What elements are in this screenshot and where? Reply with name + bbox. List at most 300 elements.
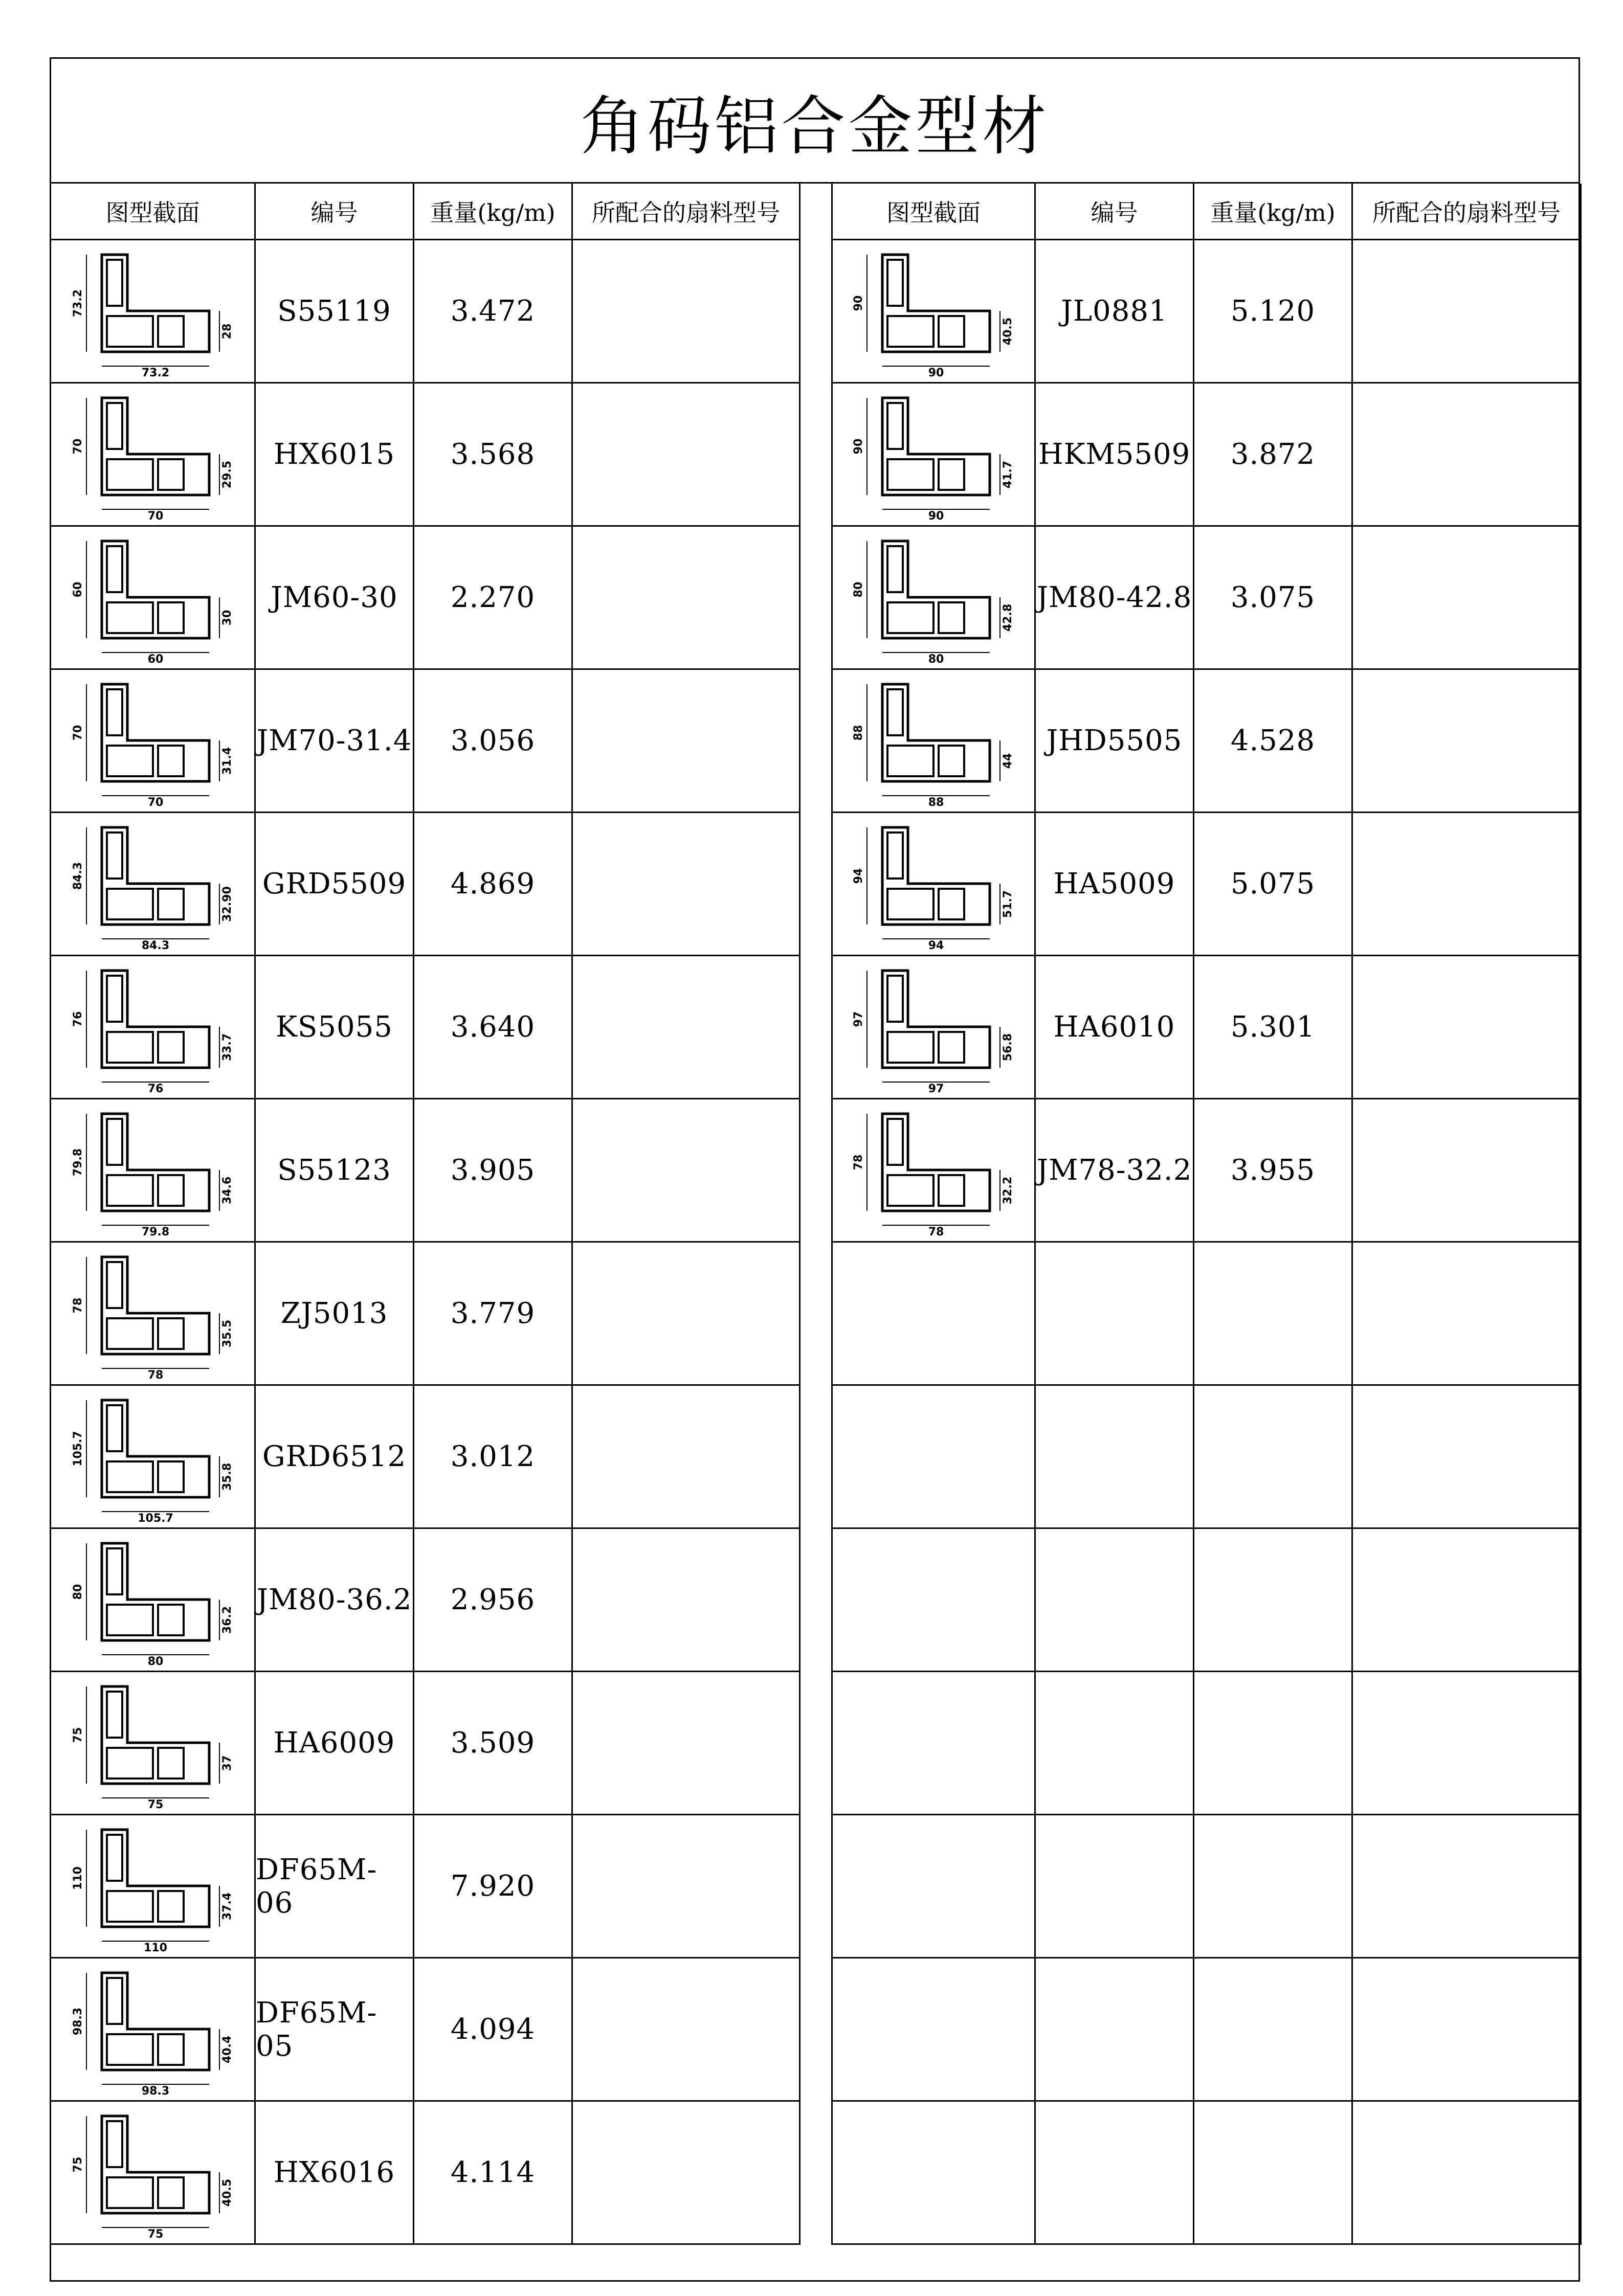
table-row <box>831 956 1582 1099</box>
section-image-cell <box>51 384 256 527</box>
corner-profile-icon <box>56 244 250 378</box>
section-image-cell <box>831 670 1036 813</box>
height-dimension-label: 79.8 <box>71 1148 84 1176</box>
profile-chamber <box>107 1978 122 2024</box>
thickness-dimension-label: 40.4 <box>220 2035 234 2063</box>
thickness-dimension-label: 40.5 <box>220 2178 234 2207</box>
corner-profile-icon <box>836 388 1031 522</box>
header-section-image: 图型截面 <box>51 184 256 240</box>
profile-chamber <box>107 1692 122 1738</box>
profile-chamber <box>107 1835 122 1881</box>
width-dimension-label: 75 <box>147 2227 163 2240</box>
profile-chamber <box>158 1748 184 1779</box>
table-row <box>51 1672 801 1815</box>
profile-chamber <box>158 1318 184 1349</box>
table-row <box>831 1672 1582 1815</box>
matching-sash-cell <box>1353 527 1582 670</box>
profile-outline <box>102 827 209 925</box>
page-title: 角码铝合金型材 <box>51 59 1578 184</box>
thickness-dimension-label: 32.90 <box>220 886 234 922</box>
profile-chamber <box>887 1175 933 1206</box>
width-dimension-label: 70 <box>147 796 163 808</box>
height-dimension-label: 98.3 <box>71 2007 84 2035</box>
height-dimension-label: 75 <box>71 1727 84 1743</box>
profile-chamber <box>158 2177 184 2208</box>
section-image-cell <box>51 1243 256 1386</box>
height-dimension-label: 73.2 <box>71 289 84 317</box>
thickness-dimension-label: 31.4 <box>220 747 234 775</box>
thickness-dimension-label: 33.7 <box>220 1033 234 1061</box>
profile-chamber <box>107 1748 153 1779</box>
weight-cell: 3.056 <box>414 670 573 813</box>
profile-outline <box>882 541 990 638</box>
code-cell <box>1036 1959 1194 2102</box>
table-row <box>51 1815 801 1959</box>
right-header-row <box>831 184 1582 240</box>
profile-chamber <box>887 889 933 919</box>
thickness-dimension-label: 41.7 <box>1002 460 1014 488</box>
thickness-dimension-label: 37 <box>220 1755 234 1771</box>
width-dimension-label: 88 <box>928 796 944 808</box>
code-cell: DF65M-06 <box>256 1815 414 1959</box>
height-dimension-label: 94 <box>852 868 865 884</box>
weight-cell: 3.640 <box>414 956 573 1099</box>
corner-profile-icon <box>56 960 250 1094</box>
profile-chamber <box>939 889 964 919</box>
weight-cell <box>1194 1959 1353 2102</box>
profile-chamber <box>158 1605 184 1635</box>
section-image-cell <box>51 1815 256 1959</box>
table-row <box>831 1386 1582 1529</box>
thickness-dimension-label: 35.5 <box>220 1319 234 1347</box>
code-cell: HX6015 <box>256 384 414 527</box>
profile-chamber <box>107 602 153 633</box>
profile-chamber <box>939 316 964 347</box>
code-cell <box>1036 2102 1194 2245</box>
weight-cell: 5.120 <box>1194 240 1353 384</box>
profile-outline <box>102 2116 209 2213</box>
code-cell: JHD5505 <box>1036 670 1194 813</box>
profile-outline <box>102 541 209 638</box>
corner-profile-icon <box>836 674 1031 808</box>
corner-profile-icon <box>836 1104 1031 1237</box>
header-weight: 重量(kg/m) <box>414 184 573 240</box>
corner-profile-icon <box>56 1390 250 1524</box>
thickness-dimension-label: 34.6 <box>220 1176 234 1204</box>
code-cell <box>1036 1672 1194 1815</box>
corner-profile-icon <box>836 244 1031 378</box>
width-dimension-label: 80 <box>147 1655 163 1667</box>
profile-outline <box>882 684 990 781</box>
profile-chamber <box>158 1032 184 1063</box>
height-dimension-label: 78 <box>852 1154 865 1170</box>
section-image-cell <box>831 1099 1036 1243</box>
weight-cell: 3.905 <box>414 1099 573 1243</box>
profile-chamber <box>107 1461 153 1492</box>
profile-chamber <box>107 316 153 347</box>
profile-chamber <box>107 459 153 490</box>
width-dimension-label: 94 <box>928 939 944 951</box>
code-cell: ZJ5013 <box>256 1243 414 1386</box>
thickness-dimension-label: 44 <box>1002 753 1014 769</box>
profile-chamber <box>107 1119 122 1165</box>
profile-chamber <box>107 260 122 306</box>
profile-chamber <box>887 689 903 735</box>
code-cell: S55123 <box>256 1099 414 1243</box>
left-header-row <box>51 184 801 240</box>
table-row <box>51 240 801 384</box>
profile-chamber <box>107 889 153 919</box>
corner-profile-icon <box>56 817 250 951</box>
section-image-cell <box>831 1959 1036 2102</box>
section-image-cell <box>51 1529 256 1672</box>
matching-sash-cell <box>1353 384 1582 527</box>
height-dimension-label: 105.7 <box>71 1430 84 1467</box>
code-cell: GRD6512 <box>256 1386 414 1529</box>
profile-chamber <box>107 546 122 592</box>
matching-sash-cell <box>1353 670 1582 813</box>
thickness-dimension-label: 56.8 <box>1002 1033 1014 1061</box>
matching-sash-cell <box>1353 240 1582 384</box>
table-row <box>51 813 801 956</box>
profile-outline <box>882 398 990 495</box>
profile-chamber <box>887 746 933 776</box>
matching-sash-cell <box>573 527 801 670</box>
profile-outline <box>102 971 209 1068</box>
matching-sash-cell <box>1353 1529 1582 1672</box>
table-row <box>831 1815 1582 1959</box>
section-image-cell <box>831 813 1036 956</box>
height-dimension-label: 80 <box>852 581 865 597</box>
table-row <box>831 1243 1582 1386</box>
matching-sash-cell <box>1353 1243 1582 1386</box>
corner-profile-icon <box>56 388 250 522</box>
profile-chamber <box>887 602 933 633</box>
matching-sash-cell <box>573 1243 801 1386</box>
corner-profile-icon <box>836 960 1031 1094</box>
profile-chamber <box>107 2177 153 2208</box>
corner-profile-icon <box>56 1533 250 1667</box>
table-row <box>831 384 1582 527</box>
code-cell: S55119 <box>256 240 414 384</box>
profile-chamber <box>158 602 184 633</box>
width-dimension-label: 70 <box>147 509 163 522</box>
width-dimension-label: 98.3 <box>141 2084 169 2097</box>
matching-sash-cell <box>573 1386 801 1529</box>
code-cell: JM60-30 <box>256 527 414 670</box>
code-cell: HA6009 <box>256 1672 414 1815</box>
header-code: 编号 <box>1036 184 1194 240</box>
thickness-dimension-label: 35.8 <box>220 1462 234 1491</box>
table-row <box>51 384 801 527</box>
table-row <box>51 670 801 813</box>
height-dimension-label: 70 <box>71 438 84 454</box>
table-row <box>831 670 1582 813</box>
matching-sash-cell <box>573 670 801 813</box>
width-dimension-label: 79.8 <box>141 1225 169 1237</box>
code-cell: JL0881 <box>1036 240 1194 384</box>
matching-sash-cell <box>573 956 801 1099</box>
width-dimension-label: 84.3 <box>141 939 169 951</box>
height-dimension-label: 88 <box>852 725 865 740</box>
corner-profile-icon <box>56 1104 250 1237</box>
code-cell: JM70-31.4 <box>256 670 414 813</box>
code-cell: HA5009 <box>1036 813 1194 956</box>
width-dimension-label: 90 <box>928 366 944 378</box>
weight-cell: 4.869 <box>414 813 573 956</box>
height-dimension-label: 90 <box>852 295 865 311</box>
profile-outline <box>102 684 209 781</box>
matching-sash-cell <box>1353 1672 1582 1815</box>
profile-outline <box>882 827 990 925</box>
code-cell <box>1036 1386 1194 1529</box>
section-image-cell <box>831 1815 1036 1959</box>
profile-chamber <box>158 889 184 919</box>
height-dimension-label: 70 <box>71 725 84 740</box>
profile-chamber <box>107 1318 153 1349</box>
code-cell: HA6010 <box>1036 956 1194 1099</box>
width-dimension-label: 76 <box>147 1082 163 1094</box>
profile-chamber <box>158 2034 184 2065</box>
matching-sash-cell <box>573 240 801 384</box>
section-image-cell <box>51 1959 256 2102</box>
weight-cell: 3.568 <box>414 384 573 527</box>
section-image-cell <box>831 956 1036 1099</box>
table-row <box>51 1959 801 2102</box>
height-dimension-label: 60 <box>71 581 84 597</box>
weight-cell: 3.955 <box>1194 1099 1353 1243</box>
code-cell <box>1036 1529 1194 1672</box>
profile-outline <box>102 1257 209 1354</box>
header-weight: 重量(kg/m) <box>1194 184 1353 240</box>
height-dimension-label: 78 <box>71 1297 84 1313</box>
profile-outline <box>102 255 209 352</box>
table-row <box>51 2102 801 2245</box>
matching-sash-cell <box>573 2102 801 2245</box>
thickness-dimension-label: 40.5 <box>1002 317 1014 345</box>
weight-cell: 3.472 <box>414 240 573 384</box>
profile-chamber <box>887 260 903 306</box>
section-image-cell <box>51 1386 256 1529</box>
section-image-cell <box>51 1672 256 1815</box>
matching-sash-cell <box>573 813 801 956</box>
profile-chamber <box>107 1891 153 1922</box>
height-dimension-label: 97 <box>852 1011 865 1027</box>
weight-cell <box>1194 2102 1353 2245</box>
code-cell: JM80-42.8 <box>1036 527 1194 670</box>
table-row <box>831 1099 1582 1243</box>
profile-chamber <box>107 1032 153 1063</box>
profile-chamber <box>107 1548 122 1594</box>
header-matching-sash: 所配合的扇料型号 <box>1353 184 1582 240</box>
weight-cell: 4.094 <box>414 1959 573 2102</box>
height-dimension-label: 84.3 <box>71 862 84 890</box>
section-image-cell <box>51 670 256 813</box>
corner-profile-icon <box>56 531 250 665</box>
width-dimension-label: 110 <box>143 1941 167 1953</box>
corner-profile-icon <box>56 674 250 808</box>
header-section-image: 图型截面 <box>831 184 1036 240</box>
section-image-cell <box>51 813 256 956</box>
profile-chamber <box>887 459 933 490</box>
matching-sash-cell <box>573 1959 801 2102</box>
section-image-cell <box>831 384 1036 527</box>
weight-cell: 3.779 <box>414 1243 573 1386</box>
matching-sash-cell <box>1353 2102 1582 2245</box>
section-image-cell <box>51 240 256 384</box>
table-row <box>51 1099 801 1243</box>
matching-sash-cell <box>573 1672 801 1815</box>
thickness-dimension-label: 30 <box>220 610 234 625</box>
weight-cell: 3.012 <box>414 1386 573 1529</box>
thickness-dimension-label: 51.7 <box>1002 890 1014 918</box>
profile-chamber <box>107 1605 153 1635</box>
table-row <box>51 1529 801 1672</box>
weight-cell: 2.956 <box>414 1529 573 1672</box>
weight-cell <box>1194 1529 1353 1672</box>
table-row <box>831 2102 1582 2245</box>
thickness-dimension-label: 37.4 <box>220 1892 234 1920</box>
corner-profile-icon <box>56 2106 250 2240</box>
profile-chamber <box>887 832 903 879</box>
thickness-dimension-label: 42.8 <box>1002 603 1014 632</box>
matching-sash-cell <box>573 1815 801 1959</box>
table-row <box>831 1529 1582 1672</box>
code-cell <box>1036 1243 1194 1386</box>
header-code: 编号 <box>256 184 414 240</box>
code-cell: HX6016 <box>256 2102 414 2245</box>
profile-chamber <box>939 459 964 490</box>
profile-chamber <box>158 1175 184 1206</box>
matching-sash-cell <box>1353 956 1582 1099</box>
height-dimension-label: 90 <box>852 438 865 454</box>
profile-chamber <box>939 746 964 776</box>
weight-cell: 2.270 <box>414 527 573 670</box>
width-dimension-label: 75 <box>147 1798 163 1810</box>
weight-cell <box>1194 1815 1353 1959</box>
code-cell: HKM5509 <box>1036 384 1194 527</box>
weight-cell <box>1194 1672 1353 1815</box>
table-row <box>51 956 801 1099</box>
profile-chamber <box>887 316 933 347</box>
profile-sheet <box>50 57 1580 2282</box>
weight-cell: 3.075 <box>1194 527 1353 670</box>
section-image-cell <box>831 2102 1036 2245</box>
section-image-cell <box>831 240 1036 384</box>
table-row <box>831 527 1582 670</box>
profile-chamber <box>107 976 122 1022</box>
section-image-cell <box>831 1243 1036 1386</box>
width-dimension-label: 105.7 <box>137 1512 173 1524</box>
profile-chamber <box>107 1262 122 1308</box>
table-row <box>831 240 1582 384</box>
corner-profile-icon <box>56 1676 250 1810</box>
table-row <box>51 1386 801 1529</box>
weight-cell: 4.528 <box>1194 670 1353 813</box>
profile-chamber <box>158 459 184 490</box>
profile-chamber <box>107 1175 153 1206</box>
height-dimension-label: 76 <box>71 1011 84 1027</box>
matching-sash-cell <box>1353 1099 1582 1243</box>
height-dimension-label: 75 <box>71 2156 84 2172</box>
matching-sash-cell <box>1353 1815 1582 1959</box>
profile-outline <box>102 1400 209 1497</box>
profile-chamber <box>939 1032 964 1063</box>
matching-sash-cell <box>1353 1959 1582 2102</box>
thickness-dimension-label: 32.2 <box>1002 1176 1014 1204</box>
profile-outline <box>882 255 990 352</box>
thickness-dimension-label: 28 <box>220 323 234 339</box>
corner-profile-icon <box>836 817 1031 951</box>
width-dimension-label: 78 <box>928 1225 944 1237</box>
weight-cell: 5.075 <box>1194 813 1353 956</box>
matching-sash-cell <box>1353 1386 1582 1529</box>
profile-chamber <box>158 746 184 776</box>
table-row <box>51 1243 801 1386</box>
profile-outline <box>102 1973 209 2070</box>
width-dimension-label: 80 <box>928 652 944 665</box>
table-row <box>831 1959 1582 2102</box>
code-cell: JM80-36.2 <box>256 1529 414 1672</box>
profile-chamber <box>107 2034 153 2065</box>
profile-chamber <box>107 689 122 735</box>
weight-cell: 3.509 <box>414 1672 573 1815</box>
section-image-cell <box>51 956 256 1099</box>
corner-profile-icon <box>56 1963 250 2097</box>
width-dimension-label: 60 <box>147 652 163 665</box>
profile-chamber <box>107 746 153 776</box>
profile-chamber <box>107 2121 122 2167</box>
corner-profile-icon <box>56 1819 250 1953</box>
section-image-cell <box>831 1672 1036 1815</box>
height-dimension-label: 110 <box>71 1866 84 1890</box>
profile-outline <box>102 1686 209 1784</box>
code-cell: KS5055 <box>256 956 414 1099</box>
profile-chamber <box>887 546 903 592</box>
width-dimension-label: 78 <box>147 1368 163 1381</box>
section-image-cell <box>831 527 1036 670</box>
section-image-cell <box>831 1529 1036 1672</box>
profile-chamber <box>158 316 184 347</box>
profile-chamber <box>107 1405 122 1451</box>
profile-outline <box>102 1543 209 1640</box>
profile-chamber <box>887 403 903 449</box>
weight-cell: 7.920 <box>414 1815 573 1959</box>
matching-sash-cell <box>573 384 801 527</box>
corner-profile-icon <box>56 1247 250 1381</box>
matching-sash-cell <box>573 1529 801 1672</box>
code-cell: GRD5509 <box>256 813 414 956</box>
corner-profile-icon <box>836 531 1031 665</box>
profile-outline <box>882 971 990 1068</box>
weight-cell: 4.114 <box>414 2102 573 2245</box>
table-row <box>831 813 1582 956</box>
width-dimension-label: 97 <box>928 1082 944 1094</box>
section-image-cell <box>51 527 256 670</box>
profile-chamber <box>939 1175 964 1206</box>
profile-chamber <box>107 403 122 449</box>
code-cell: DF65M-05 <box>256 1959 414 2102</box>
profile-chamber <box>887 1032 933 1063</box>
width-dimension-label: 90 <box>928 509 944 522</box>
code-cell <box>1036 1815 1194 1959</box>
weight-cell: 3.872 <box>1194 384 1353 527</box>
profile-outline <box>882 1114 990 1211</box>
profile-outline <box>102 398 209 495</box>
height-dimension-label: 80 <box>71 1584 84 1600</box>
profile-outline <box>102 1830 209 1927</box>
thickness-dimension-label: 36.2 <box>220 1606 234 1634</box>
